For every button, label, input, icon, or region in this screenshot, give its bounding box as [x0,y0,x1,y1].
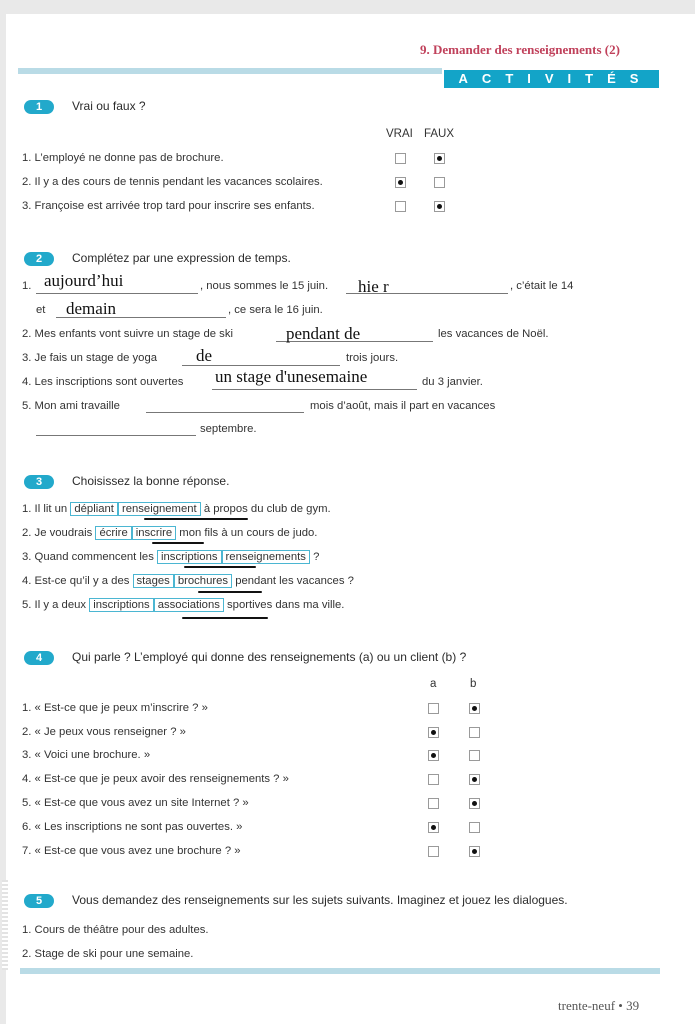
col-faux: FAUX [424,128,455,140]
side-copyright-strip [2,880,8,970]
tf-2-faux-checkbox[interactable] [434,177,445,188]
tf-2-vrai-checkbox[interactable] [395,177,406,188]
choice-4-option-brochures[interactable]: brochures [174,574,232,588]
handwritten-hier: hie r [358,277,389,296]
fill-1-text-e: , ce sera le 16 juin. [228,304,323,316]
choice-4-prefix: 4. Est-ce qu’il y a des [22,575,130,587]
speaker-item-4: 4. « Est-ce que je peux avoir des renseignements ? » [22,773,289,785]
tf-item-3: 3. Françoise est arrivée trop tard pour inscrire ses enfants. [22,200,315,212]
speaker-4-a-checkbox[interactable] [428,774,439,785]
tf-3-faux-checkbox[interactable] [434,201,445,212]
choice-line-4 [22,575,354,587]
choice-4-suffix: pendant les vacances ? [235,575,354,587]
answer-underline-2 [152,542,204,544]
header-band [18,68,442,74]
tf-3-vrai-checkbox[interactable] [395,201,406,212]
dialogue-topic-2: 2. Stage de ski pour une semaine. [22,948,194,960]
exercise-4-title: Qui parle ? L’employé qui donne des renseignements (a) ou un client (b) ? [72,650,467,664]
footer-band [20,968,660,974]
choice-1-option-depliant[interactable]: dépliant [70,502,118,516]
speaker-item-6: 6. « Les inscriptions ne sont pas ouvertes. » [22,821,243,833]
handwritten-pendant-de: pendant de [286,324,361,343]
fill-4-blank[interactable] [212,389,417,390]
choice-5-prefix: 5. Il y a deux [22,599,87,611]
chapter-title: 9. Demander des renseignements (2) [420,42,620,57]
choice-line-3 [22,551,319,563]
speaker-3-b-checkbox[interactable] [469,750,480,761]
choice-5-suffix: sportives dans ma ville. [227,599,345,611]
choice-1-option-renseignement[interactable]: renseignement [118,502,201,516]
fill-2-text-a: 2. Mes enfants vont suivre un stage de ski [22,328,233,340]
exercise-3-title: Choisissez la bonne réponse. [72,474,230,488]
fill-5-text-c: septembre. [200,423,257,435]
handwritten-demain: demain [66,299,117,318]
page-number: trente-neuf • 39 [558,998,640,1013]
handwritten-de: de [196,346,213,365]
answer-underline-4 [198,591,262,593]
fill-1-blank-a[interactable] [36,293,198,294]
handwritten-un-stage: un stage d'unesemaine [215,367,368,386]
choice-2-suffix: mon fils à un cours de judo. [179,527,318,539]
fill-5-blank-a[interactable] [146,412,304,413]
answer-underline-5 [182,617,268,619]
fill-3-text-b: trois jours. [346,352,399,364]
speaker-item-3: 3. « Voici une brochure. » [22,749,151,761]
exercise-number-2: 2 [24,252,54,266]
speaker-7-a-checkbox[interactable] [428,846,439,857]
speaker-item-5: 5. « Est-ce que vous avez un site Internet ? » [22,797,249,809]
choice-line-5 [22,599,344,611]
speaker-item-2: 2. « Je peux vous renseigner ? » [22,726,186,738]
answer-underline-1 [144,518,248,520]
speaker-6-a-checkbox[interactable] [428,822,439,833]
choice-3-option-inscriptions[interactable]: inscriptions [157,550,222,564]
col-vrai: VRAI [386,128,413,140]
tf-item-1: 1. L’employé ne donne pas de brochure. [22,152,224,164]
choice-5-option-associations[interactable]: associations [154,598,224,612]
fill-2-text-b: les vacances de Noël. [438,328,549,340]
fill-1-number: 1. [22,280,32,292]
speaker-item-7: 7. « Est-ce que vous avez une brochure ? » [22,845,241,857]
choice-3-suffix: ? [313,551,320,563]
dialogue-topic-1: 1. Cours de théâtre pour des adultes. [22,924,209,936]
choice-2-option-ecrire[interactable]: écrire [95,526,131,540]
exercise-5-title: Vous demandez des renseignements sur les sujets suivants. Imaginez et jouez les dialogues. [72,893,568,907]
speaker-item-1: 1. « Est-ce que je peux m’inscrire ? » [22,702,208,714]
exercise-number-5: 5 [24,894,54,908]
speaker-2-b-checkbox[interactable] [469,727,480,738]
fill-5-blank-b[interactable] [36,435,196,436]
speaker-1-b-checkbox[interactable] [469,703,480,714]
choice-3-prefix: 3. Quand commencent les [22,551,154,563]
fill-1-text-c: , c’était le 14 [510,280,574,292]
col-a: a [430,678,437,690]
activites-banner: ACTIVITÉS [444,70,659,88]
speaker-7-b-checkbox[interactable] [469,846,480,857]
page [6,14,695,1024]
tf-1-vrai-checkbox[interactable] [395,153,406,164]
choice-2-option-inscrire[interactable]: inscrire [132,526,176,540]
tf-1-faux-checkbox[interactable] [434,153,445,164]
fill-5-text-a: 5. Mon ami travaille [22,400,120,412]
fill-1-text-d: et [36,304,46,316]
fill-4-text-b: du 3 janvier. [422,376,483,388]
answer-underline-3 [184,566,256,568]
choice-line-2 [22,527,317,539]
fill-4-text-a: 4. Les inscriptions sont ouvertes [22,376,184,388]
speaker-5-a-checkbox[interactable] [428,798,439,809]
fill-1-text-b: , nous sommes le 15 juin. [200,280,329,292]
speaker-2-a-checkbox[interactable] [428,727,439,738]
col-b: b [470,678,477,690]
fill-5-text-b: mois d’août, mais il part en vacances [310,400,496,412]
handwritten-aujourdhui: aujourd’hui [44,271,124,290]
speaker-1-a-checkbox[interactable] [428,703,439,714]
choice-2-prefix: 2. Je voudrais [22,527,93,539]
exercise-1-title: Vrai ou faux ? [72,99,146,113]
speaker-5-b-checkbox[interactable] [469,798,480,809]
tf-item-2: 2. Il y a des cours de tennis pendant les vacances scolaires. [22,176,323,188]
choice-5-option-inscriptions[interactable]: inscriptions [89,598,154,612]
exercise-number-1: 1 [24,100,54,114]
speaker-4-b-checkbox[interactable] [469,774,480,785]
speaker-3-a-checkbox[interactable] [428,750,439,761]
choice-1-suffix: à propos du club de gym. [203,503,331,515]
exercise-number-4: 4 [24,651,54,665]
choice-3-option-renseignements[interactable]: renseignements [222,550,310,564]
exercise-2-title: Complétez par une expression de temps. [72,251,291,265]
exercise-number-3: 3 [24,475,54,489]
fill-3-text-a: 3. Je fais un stage de yoga [22,352,158,364]
choice-line-1 [22,503,331,515]
speaker-6-b-checkbox[interactable] [469,822,480,833]
choice-4-option-stages[interactable]: stages [133,574,174,588]
choice-1-prefix: 1. Il lit un [22,503,68,515]
